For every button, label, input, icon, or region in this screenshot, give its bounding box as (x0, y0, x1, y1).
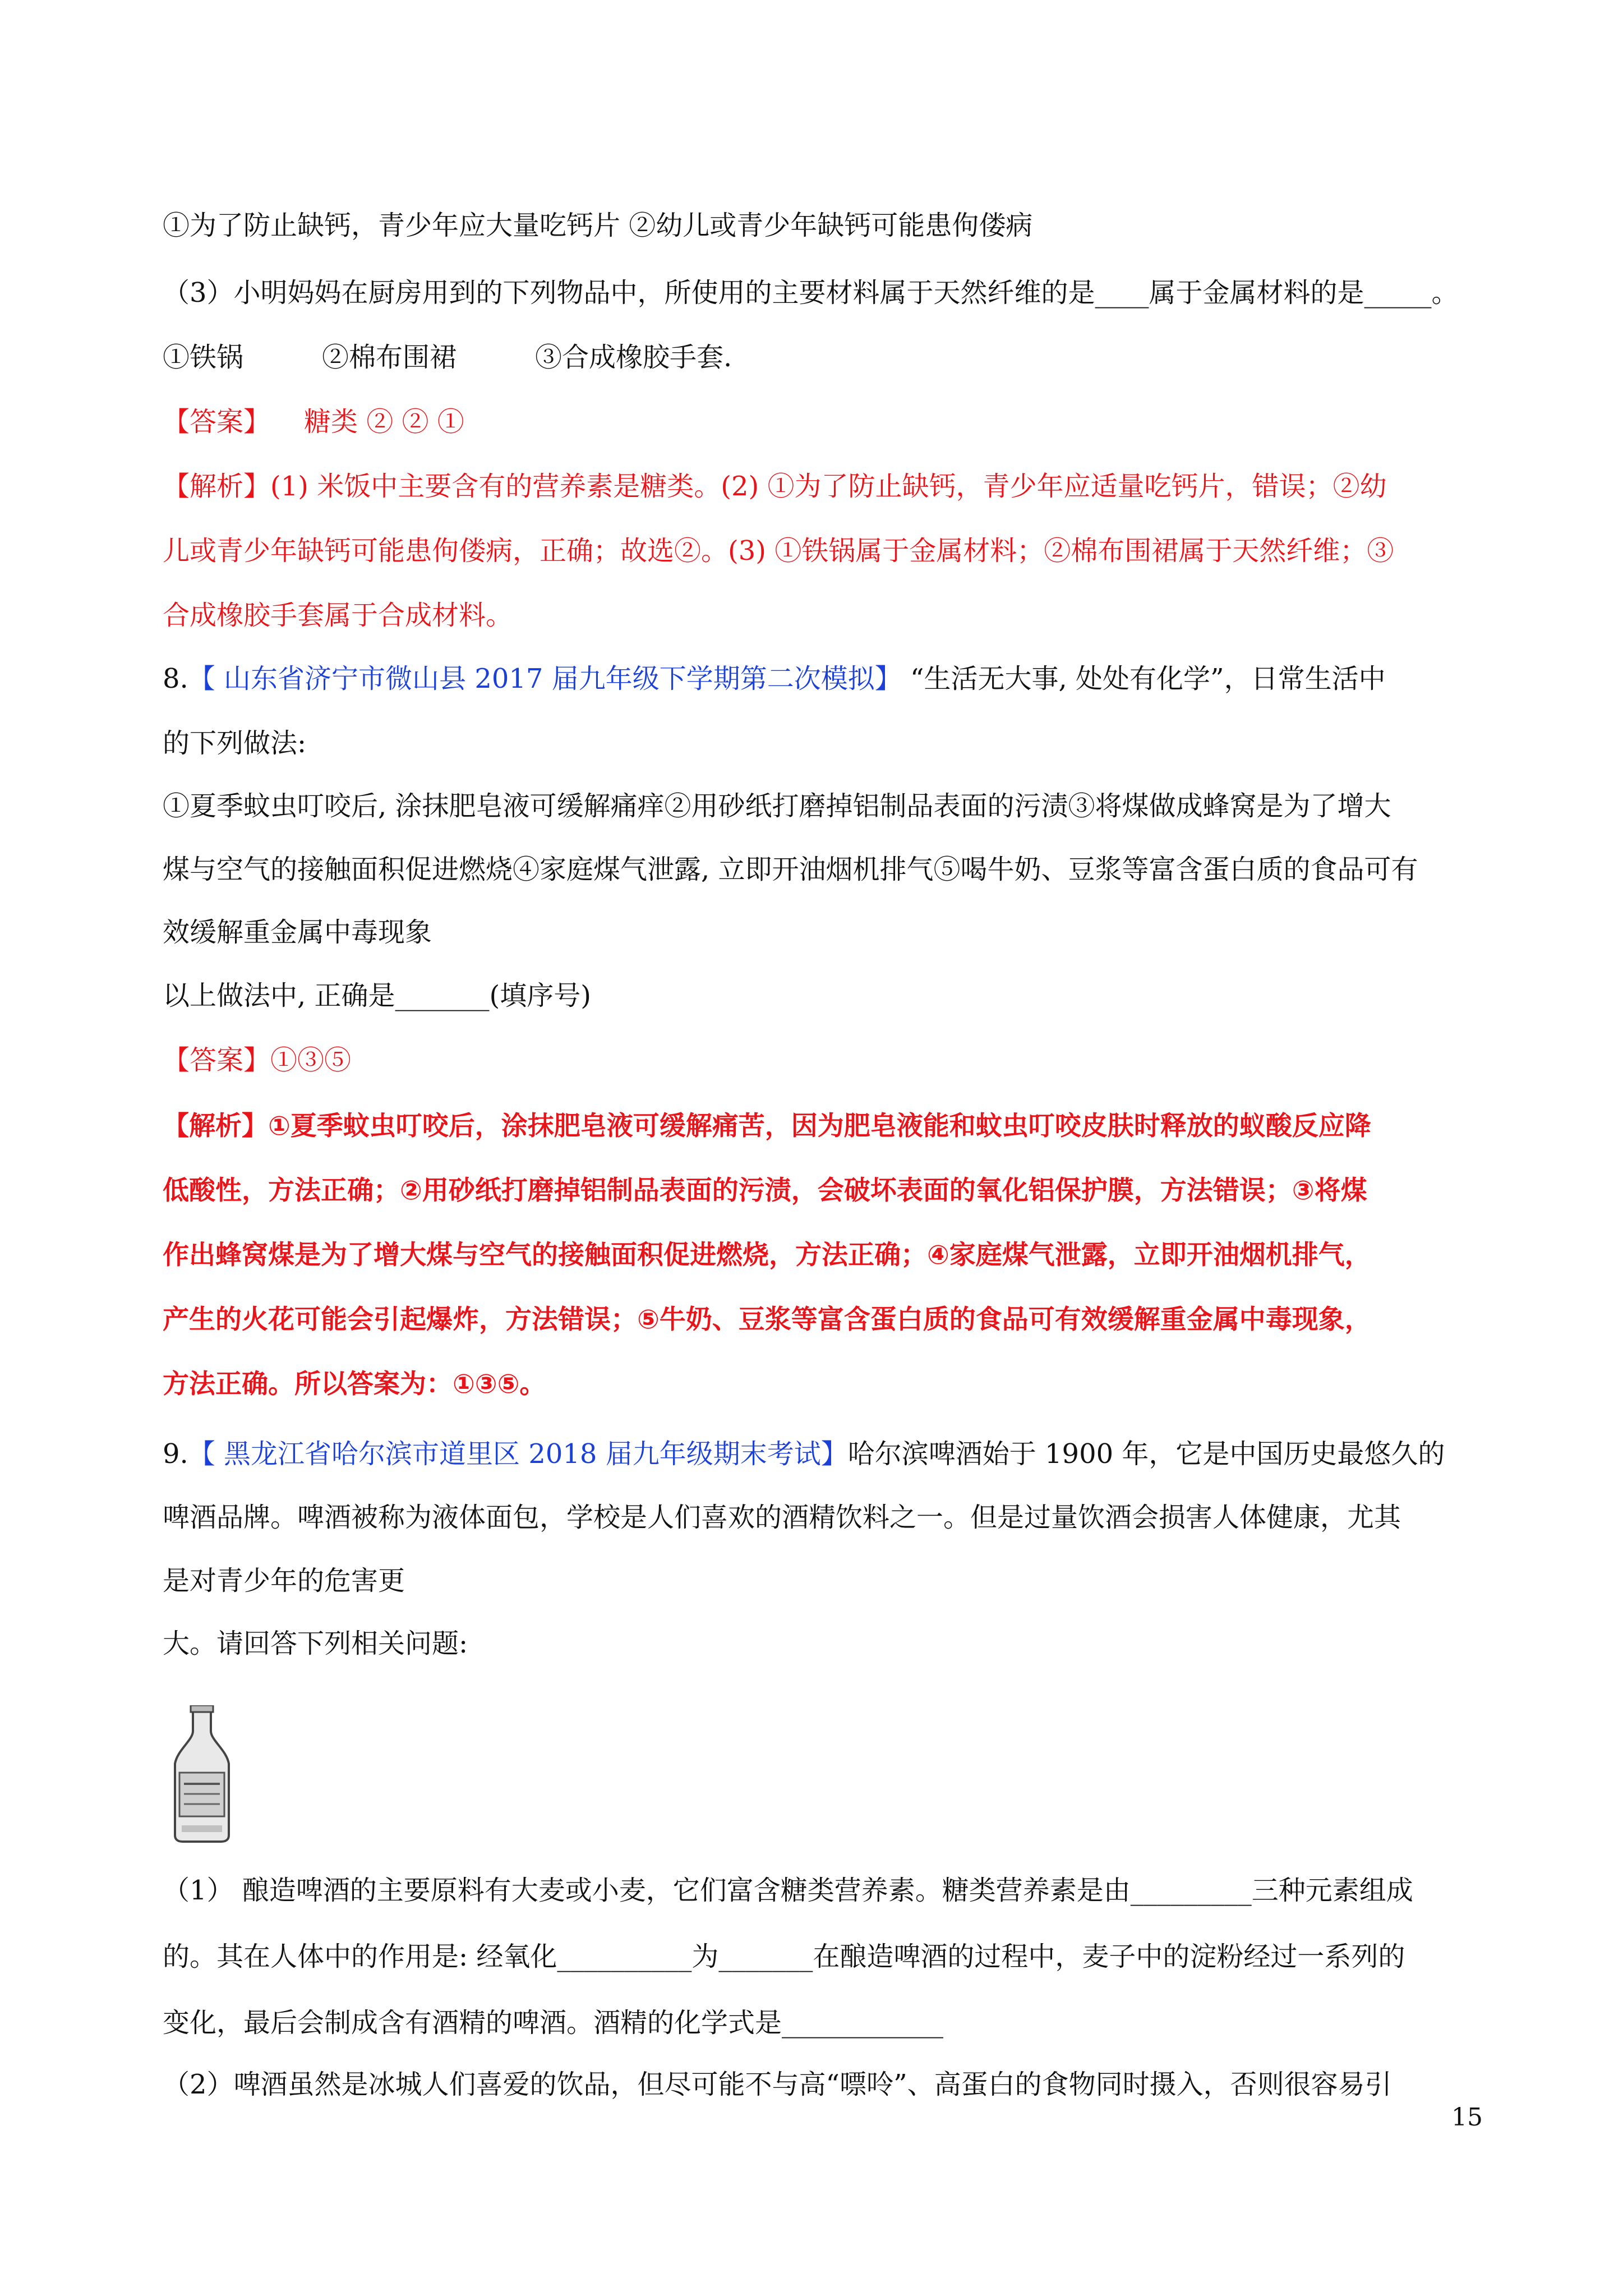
question-9-line-3: 是对青少年的危害更 (163, 1565, 405, 1596)
answer-body: 糖类 ② ② ① (304, 406, 464, 438)
question-number: 8. (163, 663, 188, 694)
question-8-analysis-line-4: 产生的火花可能会引起爆炸，方法错误；⑤牛奶、豆浆等富含蛋白质的食品可有效缓解重金属中毒现象， (163, 1304, 1371, 1335)
question-9-line-4: 大。请回答下列相关问题: (163, 1628, 468, 1659)
question-7-analysis-line-1: 【解析】(1) 米饭中主要含有的营养素是糖类。(2) ①为了防止缺钙，青少年应适量吃钙片，错误；②幼 (163, 471, 1387, 502)
question-intro: 哈尔滨啤酒始于 1900 年，它是中国历史最悠久的 (847, 1438, 1445, 1470)
question-8-analysis-line-5: 方法正确。所以答案为：①③⑤。 (163, 1369, 546, 1400)
question-7-analysis-line-2: 儿或青少年缺钙可能患佝偻病，正确；故选②。(3) ①铁锅属于金属材料；②棉布围裙属于天然纤维；③ (163, 535, 1394, 567)
question-8-line-4: 煤与空气的接触面积促进燃烧④家庭煤气泄露, 立即开油烟机排气⑤喝牛奶、豆浆等富含蛋白质的食品可有 (163, 854, 1418, 885)
question-9-part-1-line-3: 变化，最后会制成含有酒精的啤酒。酒精的化学式是____________ (163, 2007, 944, 2039)
option-rubber-gloves: ③合成橡胶手套. (535, 342, 732, 373)
question-9-line-2: 啤酒品牌。啤酒被称为液体面包，学校是人们喜欢的酒精饮料之一。但是过量饮酒会损害人体健康，尤其 (163, 1502, 1401, 1533)
question-7-analysis-line-3: 合成橡胶手套属于合成材料。 (163, 600, 513, 631)
question-8-header (163, 661, 1475, 697)
option-iron-pot: ①铁锅 (163, 342, 244, 373)
question-7-answer (163, 404, 1475, 440)
question-8-answer: 【答案】①③⑤ (163, 1045, 352, 1076)
question-source: 【 山东省济宁市微山县 2017 届九年级下学期第二次模拟】 (188, 663, 902, 694)
answer-tag: 【答案】 (163, 406, 271, 438)
question-8-analysis-line-3: 作出蜂窝煤是为了增大煤与空气的接触面积促进燃烧，方法正确；④家庭煤气泄露，立即开油烟机排气， (163, 1240, 1371, 1271)
page-number: 15 (1451, 2103, 1483, 2132)
question-8-line-6: 以上做法中, 正确是_______(填序号) (163, 980, 591, 1011)
question-number: 9. (163, 1438, 188, 1470)
question-8-line-5: 效缓解重金属中毒现象 (163, 917, 432, 948)
question-source: 【 黑龙江省哈尔滨市道里区 2018 届九年级期末考试】 (188, 1438, 848, 1470)
question-7-part-3: （3）小明妈妈在厨房用到的下列物品中，所使用的主要材料属于天然纤维的是____属于金属材料的是_____。 (163, 277, 1459, 309)
question-9-part-2-line-1: （2）啤酒虽然是冰城人们喜爱的饮品，但尽可能不与高“嘌呤”、高蛋白的食物同时摄入，否则很容易引 (163, 2069, 1392, 2100)
question-8-line-3: ①夏季蚊虫叮咬后, 涂抹肥皂液可缓解痛痒②用砂纸打磨掉铝制品表面的污渍③将煤做成蜂窝是为了增大 (163, 790, 1391, 822)
question-8-line-2: 的下列做法: (163, 728, 307, 759)
beer-bottle-image (168, 1705, 236, 1843)
question-8-analysis-line-2: 低酸性，方法正确；②用砂纸打磨掉铝制品表面的污渍，会破坏表面的氧化铝保护膜，方法错误；③将煤 (163, 1175, 1367, 1206)
option-cotton-apron: ②棉布围裙 (322, 342, 457, 373)
question-8-analysis-line-1: 【解析】①夏季蚊虫叮咬后，涂抹肥皂液可缓解痛苦，因为肥皂液能和蚊虫叮咬皮肤时释放的蚁酸反应降 (163, 1111, 1371, 1142)
text-line-option-statements: ①为了防止缺钙，青少年应大量吃钙片 ②幼儿或青少年缺钙可能患佝偻病 (163, 210, 1033, 241)
question-9-header (163, 1436, 1475, 1472)
question-7-options (163, 339, 1475, 375)
question-9-part-1-line-2: 的。其在人体中的作用是: 经氧化__________为_______在酿造啤酒的过程中，麦子中的淀粉经过一系列的 (163, 1941, 1405, 1972)
question-intro: “生活无大事, 处处有化学”，日常生活中 (901, 663, 1386, 694)
question-9-part-1-line-1: （1） 酿造啤酒的主要原料有大麦或小麦，它们富含糖类营养素。糖类营养素是由_________三种元素组成 (163, 1875, 1413, 1906)
